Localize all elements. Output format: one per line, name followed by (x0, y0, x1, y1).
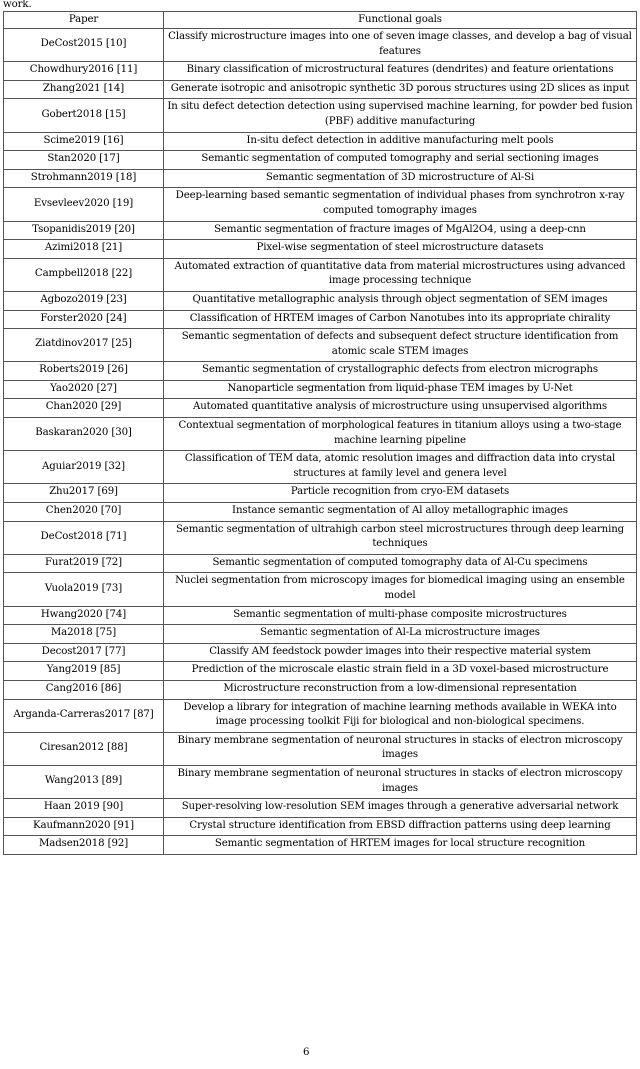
cell-paper-name: Chen2020 [70] (4, 503, 164, 522)
table-row (4, 625, 637, 644)
cell-paper-name: Aguiar2019 [32] (4, 451, 164, 484)
table-row (4, 99, 637, 132)
cell-paper-name: Zhang2021 [14] (4, 80, 164, 99)
table-row (4, 329, 637, 362)
cell-functional-goals: Binary membrane segmentation of neuronal structures in stacks of electron microscopy images (164, 732, 637, 765)
cell-paper-name: Baskaran2020 [30] (4, 418, 164, 451)
cell-paper-name: Chowdhury2016 [11] (4, 62, 164, 81)
table-row (4, 380, 637, 399)
cell-functional-goals: Semantic segmentation of 3D microstructure of Al-Si (164, 169, 637, 188)
cell-functional-goals: In-situ defect detection in additive manufacturing melt pools (164, 132, 637, 151)
cell-paper-name: Ciresan2012 [88] (4, 732, 164, 765)
cell-functional-goals: Particle recognition from cryo-EM datasets (164, 484, 637, 503)
table-row (4, 836, 637, 855)
cell-functional-goals: Contextual segmentation of morphological features in titanium alloys using a two-stage machine learning pipeline (164, 418, 637, 451)
table-row (4, 606, 637, 625)
table-row (4, 418, 637, 451)
cell-paper-name: Kaufmann2020 [91] (4, 817, 164, 836)
cell-paper-name: Chan2020 [29] (4, 399, 164, 418)
table-body (4, 29, 637, 855)
cell-paper-name: Roberts2019 [26] (4, 362, 164, 381)
table-row (4, 451, 637, 484)
cell-paper-name: Madsen2018 [92] (4, 836, 164, 855)
cell-functional-goals: Prediction of the microscale elastic strain field in a 3D voxel-based microstructure (164, 662, 637, 681)
table-row (4, 221, 637, 240)
table-row (4, 521, 637, 554)
cell-functional-goals: Develop a library for integration of machine learning methods available in WEKA into image processing toolkit Fiji for biological and non-biological specimens. (164, 699, 637, 732)
cell-functional-goals: Classification of HRTEM images of Carbon Nanotubes into its appropriate chirality (164, 310, 637, 329)
table-row (4, 188, 637, 221)
cell-functional-goals: Semantic segmentation of fracture images of MgAl2O4, using a deep-cnn (164, 221, 637, 240)
cell-paper-name: Ma2018 [75] (4, 625, 164, 644)
table-row (4, 699, 637, 732)
cell-paper-name: Gobert2018 [15] (4, 99, 164, 132)
table-row (4, 132, 637, 151)
cell-paper-name: Scime2019 [16] (4, 132, 164, 151)
cell-functional-goals: Automated quantitative analysis of microstructure using unsupervised algorithms (164, 399, 637, 418)
table-row (4, 817, 637, 836)
cell-paper-name: DeCost2015 [10] (4, 29, 164, 62)
cell-functional-goals: Semantic segmentation of multi-phase composite microstructures (164, 606, 637, 625)
table-row (4, 310, 637, 329)
cell-functional-goals: Classify AM feedstock powder images into their respective material system (164, 643, 637, 662)
table-row (4, 554, 637, 573)
cell-functional-goals: Semantic segmentation of defects and subsequent defect structure identification from atomic scale STEM images (164, 329, 637, 362)
table-row (4, 291, 637, 310)
cell-functional-goals: Generate isotropic and anisotropic synthetic 3D porous structures using 2D slices as input (164, 80, 637, 99)
cell-functional-goals: Semantic segmentation of crystallographic defects from electron micrographs (164, 362, 637, 381)
lead-paragraph-text: work. (3, 0, 32, 10)
table-row (4, 765, 637, 798)
cell-paper-name: Evsevleev2020 [19] (4, 188, 164, 221)
cell-paper-name: Decost2017 [77] (4, 643, 164, 662)
table-row (4, 680, 637, 699)
page-number: 6 (303, 1047, 310, 1058)
cell-paper-name: DeCost2018 [71] (4, 521, 164, 554)
table-row (4, 732, 637, 765)
cell-functional-goals: Automated extraction of quantitative data from material microstructures using advanced image processing technique (164, 258, 637, 291)
table-row (4, 169, 637, 188)
paper-functional-goals-table (3, 11, 637, 855)
column-header-paper: Paper (4, 12, 164, 29)
cell-functional-goals: Semantic segmentation of HRTEM images for local structure recognition (164, 836, 637, 855)
cell-paper-name: Campbell2018 [22] (4, 258, 164, 291)
cell-paper-name: Haan 2019 [90] (4, 799, 164, 818)
table-header (4, 12, 637, 29)
cell-functional-goals: Classify microstructure images into one of seven image classes, and develop a bag of visual features (164, 29, 637, 62)
table-row (4, 151, 637, 170)
cell-functional-goals: Semantic segmentation of ultrahigh carbon steel microstructures through deep learning techniques (164, 521, 637, 554)
cell-paper-name: Azimi2018 [21] (4, 240, 164, 259)
table-header-row (4, 12, 637, 29)
table-row (4, 62, 637, 81)
table-row (4, 362, 637, 381)
table-row (4, 484, 637, 503)
cell-paper-name: Hwang2020 [74] (4, 606, 164, 625)
table-row (4, 240, 637, 259)
cell-functional-goals: Microstructure reconstruction from a low-dimensional representation (164, 680, 637, 699)
table-row (4, 799, 637, 818)
table-row (4, 29, 637, 62)
cell-paper-name: Furat2019 [72] (4, 554, 164, 573)
cell-paper-name: Forster2020 [24] (4, 310, 164, 329)
table-row (4, 503, 637, 522)
cell-functional-goals: Semantic segmentation of Al-La microstructure images (164, 625, 637, 644)
cell-paper-name: Stan2020 [17] (4, 151, 164, 170)
cell-functional-goals: In situ defect detection detection using supervised machine learning, for powder bed fusion (PBF) additive manufacturing (164, 99, 637, 132)
cell-functional-goals: Instance semantic segmentation of Al alloy metallographic images (164, 503, 637, 522)
table-row (4, 80, 637, 99)
cell-functional-goals: Pixel-wise segmentation of steel microstructure datasets (164, 240, 637, 259)
cell-functional-goals: Nanoparticle segmentation from liquid-phase TEM images by U-Net (164, 380, 637, 399)
table-row (4, 662, 637, 681)
table-row (4, 573, 637, 606)
column-header-functional-goals: Functional goals (164, 12, 637, 29)
cell-paper-name: Vuola2019 [73] (4, 573, 164, 606)
cell-functional-goals: Crystal structure identification from EBSD diffraction patterns using deep learning (164, 817, 637, 836)
cell-functional-goals: Semantic segmentation of computed tomography data of Al-Cu specimens (164, 554, 637, 573)
cell-paper-name: Strohmann2019 [18] (4, 169, 164, 188)
cell-paper-name: Cang2016 [86] (4, 680, 164, 699)
table-row (4, 643, 637, 662)
cell-paper-name: Tsopanidis2019 [20] (4, 221, 164, 240)
cell-functional-goals: Binary classification of microstructural features (dendrites) and feature orientations (164, 62, 637, 81)
table-row (4, 258, 637, 291)
cell-functional-goals: Deep-learning based semantic segmentation of individual phases from synchrotron x-ray computed tomography images (164, 188, 637, 221)
cell-paper-name: Yao2020 [27] (4, 380, 164, 399)
cell-paper-name: Wang2013 [89] (4, 765, 164, 798)
cell-paper-name: Agbozo2019 [23] (4, 291, 164, 310)
cell-paper-name: Zhu2017 [69] (4, 484, 164, 503)
cell-functional-goals: Super-resolving low-resolution SEM images through a generative adversarial network (164, 799, 637, 818)
cell-paper-name: Arganda-Carreras2017 [87] (4, 699, 164, 732)
cell-functional-goals: Binary membrane segmentation of neuronal structures in stacks of electron microscopy images (164, 765, 637, 798)
cell-paper-name: Ziatdinov2017 [25] (4, 329, 164, 362)
cell-functional-goals: Classification of TEM data, atomic resolution images and diffraction data into crystal structures at family level and genera level (164, 451, 637, 484)
cell-paper-name: Yang2019 [85] (4, 662, 164, 681)
table-row (4, 399, 637, 418)
cell-functional-goals: Semantic segmentation of computed tomography and serial sectioning images (164, 151, 637, 170)
paper-table-container (3, 11, 636, 855)
cell-functional-goals: Quantitative metallographic analysis through object segmentation of SEM images (164, 291, 637, 310)
cell-functional-goals: Nuclei segmentation from microscopy images for biomedical imaging using an ensemble model (164, 573, 637, 606)
